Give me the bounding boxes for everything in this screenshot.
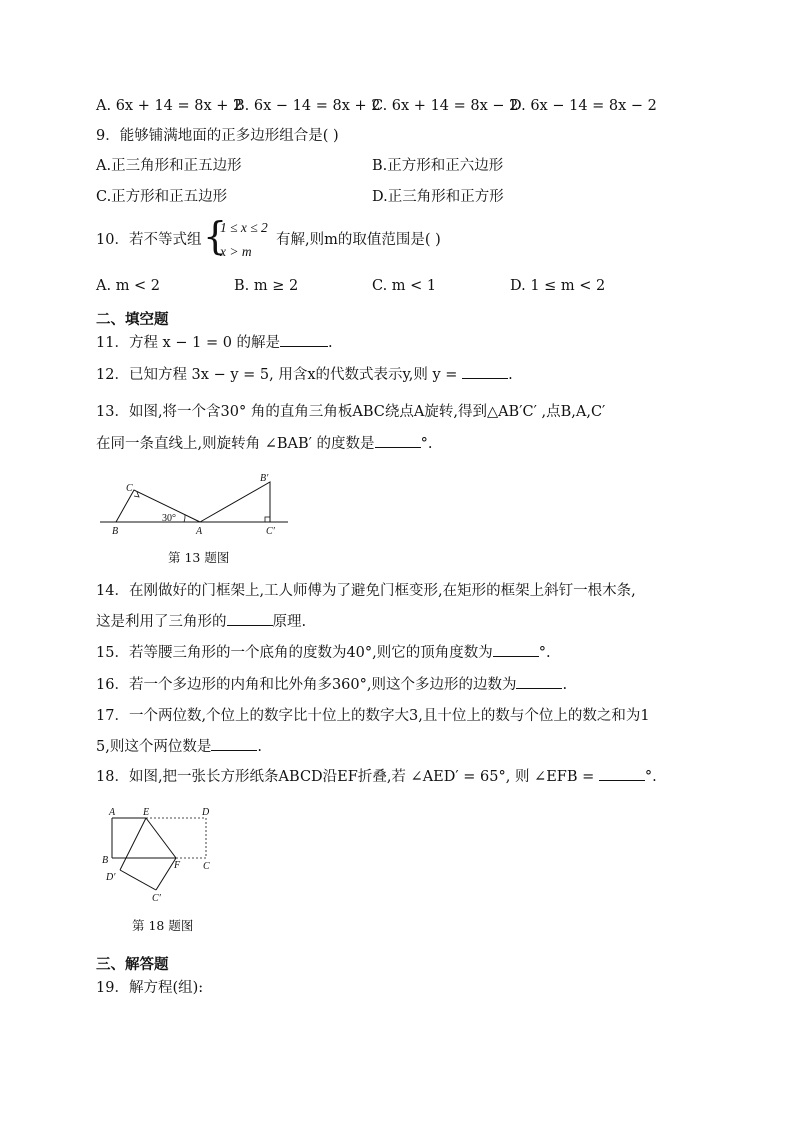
q17-line2: [96, 736, 262, 757]
q16: [96, 674, 567, 695]
q15-end: °.: [538, 645, 551, 661]
label-d-prime: D′: [106, 872, 116, 883]
q13-line1: 13．如图,将一个含30° 角的直角三角板ABC绕点A旋转,得到△AB′C′ ,点B,A,C′: [96, 404, 606, 420]
label-b: B: [102, 855, 109, 866]
q12-text: 12．已知方程 3x − y = 5, 用含x的代数式表示y,则 y =: [96, 367, 458, 383]
q18-blank: [599, 766, 645, 781]
label-c-prime: C′: [266, 526, 275, 537]
q9-option-d: D.正三角形和正方形: [372, 189, 504, 205]
q14-line1: 14．在刚做好的门框架上,工人师傅为了避免门框变形,在矩形的框架上斜钉一根木条,: [96, 583, 636, 599]
label-b-prime: B′: [260, 473, 269, 484]
q18-end: °.: [644, 769, 657, 785]
q19: 19．解方程(组):: [96, 980, 204, 996]
label-b: B: [112, 526, 119, 537]
q16-text: 16．若一个多边形的内角和比外角多360°,则这个多边形的边数为: [96, 677, 517, 693]
q13-figure: [100, 468, 300, 540]
q11-end: .: [328, 335, 333, 351]
q10-inequality-1: 1 ≤ x ≤ 2: [220, 220, 268, 235]
q10-inequality-2: x > m: [220, 244, 252, 259]
edge-c-prime-f: [156, 858, 176, 890]
q14-end: 原理.: [272, 614, 307, 630]
q11-blank: [280, 332, 328, 347]
q18: [96, 766, 657, 787]
brace-icon: {: [203, 214, 228, 258]
label-d: D: [202, 807, 210, 818]
label-e: E: [143, 807, 150, 818]
q18-caption: 第 18 题图: [132, 918, 194, 933]
q14-blank: [227, 611, 273, 626]
q9-option-b: B.正方形和正六边形: [372, 158, 504, 174]
fold-line-ef: [146, 818, 176, 858]
q18-figure: [100, 802, 220, 907]
q17-end: .: [257, 739, 262, 755]
label-a: A: [196, 526, 203, 537]
triangle-abc: [116, 490, 200, 522]
label-c: C: [203, 861, 210, 872]
q12: [96, 364, 513, 385]
triangle-ab'c': [200, 482, 270, 522]
q10-option-c: C. m < 1: [372, 278, 437, 294]
q17-line1: 17．一个两位数,个位上的数字比十位上的数字大3,且十位上的数与个位上的数之和为1: [96, 708, 650, 724]
q11: [96, 332, 333, 353]
q14-line2: [96, 611, 306, 632]
q16-blank: [516, 674, 562, 689]
label-f: F: [174, 860, 181, 871]
q12-blank: [462, 364, 508, 379]
q8-option-a: A. 6x + 14 = 8x + 2: [96, 98, 243, 114]
right-angle-mark-c': [265, 517, 270, 522]
q13-blank: [375, 433, 421, 448]
q10-option-a: A. m < 2: [96, 278, 161, 294]
section-answer-title: 三、解答题: [96, 956, 169, 973]
q16-end: .: [562, 677, 568, 693]
q17-blank: [211, 736, 257, 751]
right-angle-mark-c: [134, 492, 139, 497]
q10-option-d: D. 1 ≤ m < 2: [510, 278, 606, 294]
q9-option-a: A.正三角形和正五边形: [96, 158, 242, 174]
q15-text: 15．若等腰三角形的一个底角的度数为40°,则它的顶角度数为: [96, 645, 493, 661]
q8-option-b: B. 6x − 14 = 8x + 2: [234, 98, 381, 114]
section-fill-in-title: 二、填空题: [96, 311, 169, 328]
q9-option-c: C.正方形和正五边形: [96, 189, 228, 205]
edge-ed-prime: [120, 818, 146, 870]
q10-prefix: 10．若不等式组: [96, 232, 202, 248]
q13-caption: 第 13 题图: [168, 550, 230, 565]
edge-d-prime-c-prime: [120, 870, 156, 890]
q12-end: .: [508, 367, 513, 383]
label-30-deg: 30°: [162, 513, 176, 524]
q13-end: °.: [420, 436, 433, 452]
label-a: A: [109, 807, 116, 818]
q17-text: 5,则这个两位数是: [96, 739, 212, 755]
q13-text: 在同一条直线上,则旋转角 ∠BAB′ 的度数是: [96, 436, 375, 452]
q15: [96, 642, 551, 663]
q8-option-c: C. 6x + 14 = 8x − 2: [372, 98, 519, 114]
angle-arc: [184, 515, 185, 522]
label-c: C: [126, 483, 133, 494]
q15-blank: [493, 642, 539, 657]
q8-option-d: D. 6x − 14 = 8x − 2: [510, 98, 657, 114]
q11-text: 11．方程 x − 1 = 0 的解是: [96, 335, 281, 351]
q10-suffix: 有解,则m的取值范围是( ): [276, 232, 441, 248]
label-c-prime: C′: [152, 893, 161, 904]
q13-line2: [96, 433, 432, 454]
q10-option-b: B. m ≥ 2: [234, 278, 299, 294]
q18-text: 18．如图,把一张长方形纸条ABCD沿EF折叠,若 ∠AED′ = 65°, 则 ∠EFB =: [96, 769, 595, 785]
q14-text: 这是利用了三角形的: [96, 614, 227, 630]
q9-stem: 9．能够铺满地面的正多边形组合是( ): [96, 128, 339, 144]
